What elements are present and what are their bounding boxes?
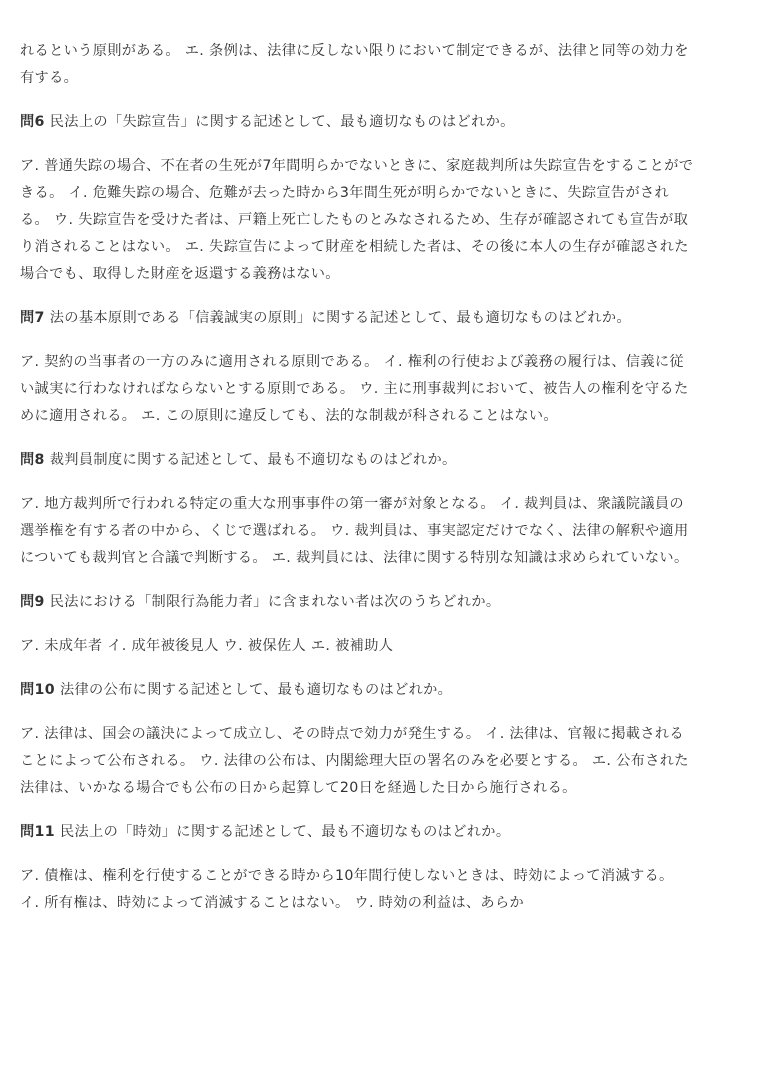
question-8-options: ア. 地方裁判所で行われる特定の重大な刑事事件の第一審が対象となる。 イ. 裁判員は、衆議院議員の選挙権を有する者の中から、くじで選ばれる。 ウ. 裁判員は、事実認定だけでなく、法律の解釈や適用についても裁判官と合議で判断する。 エ. 裁判員には、法律に関する特別な知識は求められていない。	[20, 496, 689, 566]
question-text: 法の基本原則である「信義誠実の原則」に関する記述として、最も適切なものはどれか。	[49, 310, 631, 326]
question-11	[20, 819, 696, 846]
question-10	[20, 677, 696, 704]
question-9-options: ア. 未成年者 イ. 成年被後見人 ウ. 被保佐人 エ. 被補助人	[20, 638, 394, 654]
question-8	[20, 447, 696, 474]
question-number: 問6	[20, 114, 45, 130]
question-10-options: ア. 法律は、国会の議決によって成立し、その時点で効力が発生する。 イ. 法律は、官報に掲載されることによって公布される。 ウ. 法律の公布は、内閣総理大臣の署名のみを必要とする。 エ. 公布された法律は、いかなる場合でも公布の日から起算して20日を経過した日から施行される。	[20, 726, 689, 796]
question-7	[20, 305, 696, 332]
question-6	[20, 109, 696, 136]
question-11-options: ア. 債権は、権利を行使することができる時から10年間行使しないときは、時効によって消滅する。 イ. 所有権は、時効によって消滅することはない。 ウ. 時効の利益は、あらか	[20, 868, 674, 911]
question-text: 民法上の「失踪宣告」に関する記述として、最も適切なものはどれか。	[49, 114, 515, 130]
question-number: 問10	[20, 682, 55, 698]
question-number: 問8	[20, 452, 45, 468]
question-number: 問9	[20, 594, 45, 610]
question-9	[20, 589, 696, 616]
question-text: 民法上の「時効」に関する記述として、最も不適切なものはどれか。	[59, 824, 511, 840]
question-7-options: ア. 契約の当事者の一方のみに適用される原則である。 イ. 権利の行使および義務の履行は、信義に従い誠実に行わなければならないとする原則である。 ウ. 主に刑事裁判において、被告人の権利を守るために適用される。 エ. この原則に違反しても、法的な制裁が科されることはない。	[20, 354, 689, 424]
document-body	[20, 38, 696, 934]
question-number: 問11	[20, 824, 55, 840]
intro-paragraph: れるという原則がある。 エ. 条例は、法律に反しない限りにおいて制定できるが、法律と同等の効力を有する。	[20, 43, 689, 86]
question-6-options: ア. 普通失踪の場合、不在者の生死が7年間明らかでないときに、家庭裁判所は失踪宣告をすることができる。 イ. 危難失踪の場合、危難が去った時から3年間生死が明らかでないときに、失踪宣告がされる。 ウ. 失踪宣告を受けた者は、戸籍上死亡したものとみなされるため、生存が確認されても宣告が取り消されることはない。 エ. 失踪宣告によって財産を相続した者は、その後に本人の生存が確認された場合でも、取得した財産を返還する義務はない。	[20, 158, 694, 282]
question-number: 問7	[20, 310, 45, 326]
question-text: 民法における「制限行為能力者」に含まれない者は次のうちどれか。	[49, 594, 501, 610]
question-text: 法律の公布に関する記述として、最も適切なものはどれか。	[59, 682, 453, 698]
question-text: 裁判員制度に関する記述として、最も不適切なものはどれか。	[49, 452, 457, 468]
